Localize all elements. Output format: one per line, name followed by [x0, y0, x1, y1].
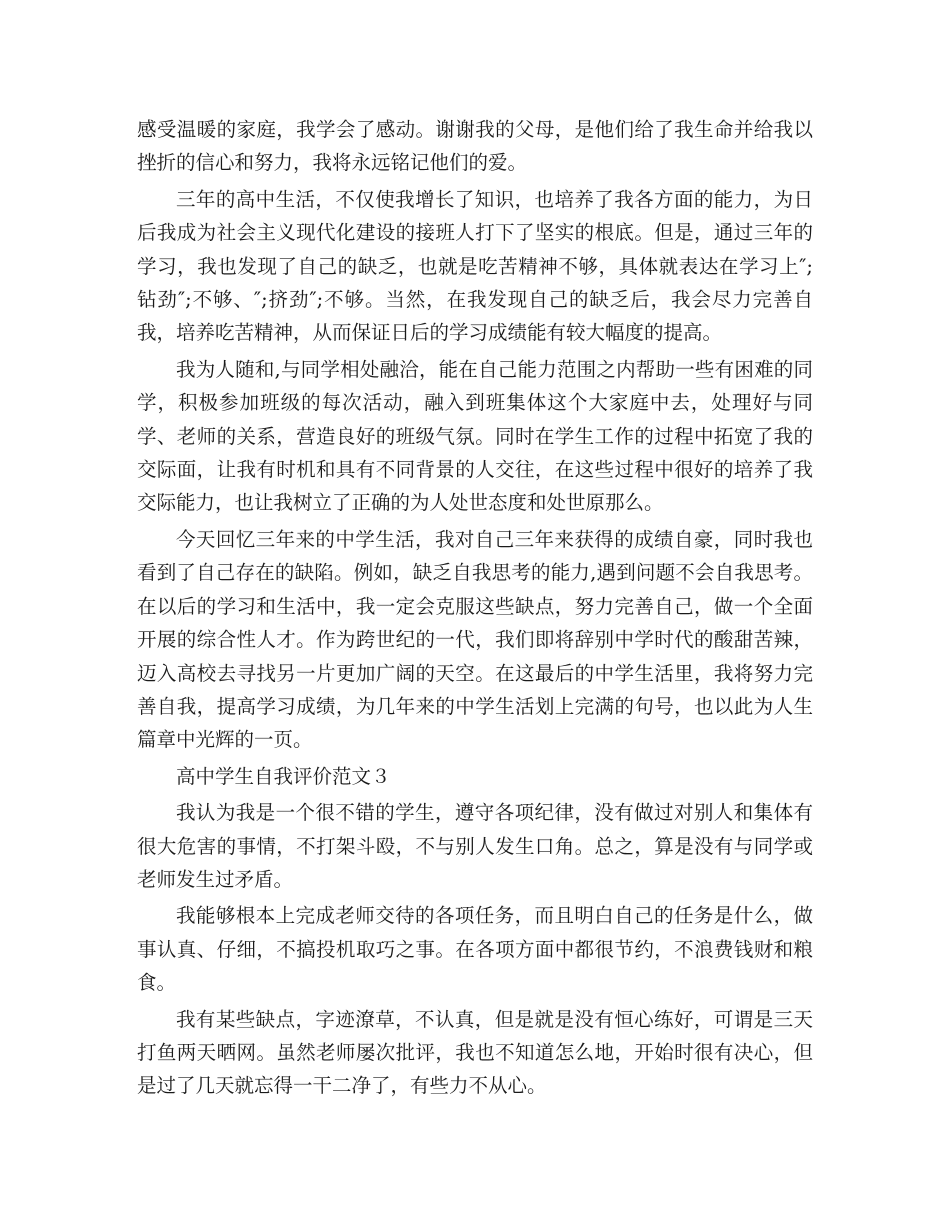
paragraph-family-gratitude: 感受温暖的家庭，我学会了感动。谢谢我的父母，是他们给了我生命并给我以挫折的信心和努力，我将永远铭记他们的爱。: [137, 118, 813, 175]
section-heading-sample-3: 高中学生自我评价范文３: [176, 764, 391, 788]
paragraph-three-years-growth: 三年的高中生活，不仅使我增长了知识，也培养了我各方面的能力，为日后我成为社会主义现代化建设的接班人打下了坚实的根底。但是，通过三年的学习，我也发现了自己的缺乏，也就是吃苦精神不够，具体就表达在学习上″;钻劲″;不够、″;挤劲″;不够。当然，在我发现自己的缺乏后，我会尽力完善自我，培养吃苦精神，从而保证日后的学习成绩能有较大幅度的提高。: [137, 187, 813, 345]
paragraph-good-student: 我认为我是一个很不错的学生，遵守各项纪律，没有做过对别人和集体有很大危害的事情，不打架斗殴，不与别人发生口角。总之，算是没有与同学或老师发生过矛盾。: [137, 801, 813, 891]
paragraph-tasks-thrift: 我能够根本上完成老师交待的各项任务，而且明白自己的任务是什么，做事认真、仔细，不搞投机取巧之事。在各项方面中都很节约，不浪费钱财和粮食。: [137, 904, 813, 995]
paragraph-shortcomings: 我有某些缺点，字迹潦草，不认真，但是就是没有恒心练好，可谓是三天打鱼两天晒网。虽然老师屡次批评，我也不知道怎么地，开始时很有决心，但是过了几天就忘得一干二净了，有些力不从心。: [137, 1007, 813, 1098]
paragraph-reflection: 今天回忆三年来的中学生活，我对自己三年来获得的成绩自豪，同时我也看到了自己存在的缺陷。例如，缺乏自我思考的能力,遇到问题不会自我思考。在以后的学习和生活中，我一定会克服这些缺点，努力完善自己，做一个全面开展的综合性人才。作为跨世纪的一代，我们即将辞别中学时代的酸甜苦辣，迈入高校去寻找另一片更加广阔的天空。在这最后的中学生活里，我将努力完善自我，提高学习成绩，为几年来的中学生活划上完满的句号，也以此为人生篇章中光辉的一页。: [137, 527, 813, 752]
document-page: [137, 113, 813, 1106]
paragraph-social-skills: 我为人随和,与同学相处融洽，能在自己能力范围之内帮助一些有困难的同学，积极参加班级的每次活动，融入到班集体这个大家庭中去，处理好与同学、老师的关系，营造良好的班级气氛。同时在学生工作的过程中拓宽了我的交际面，让我有时机和具有不同背景的人交往，在这些过程中很好的培养了我交际能力，也让我树立了正确的为人处世态度和处世原那么。: [137, 357, 813, 515]
